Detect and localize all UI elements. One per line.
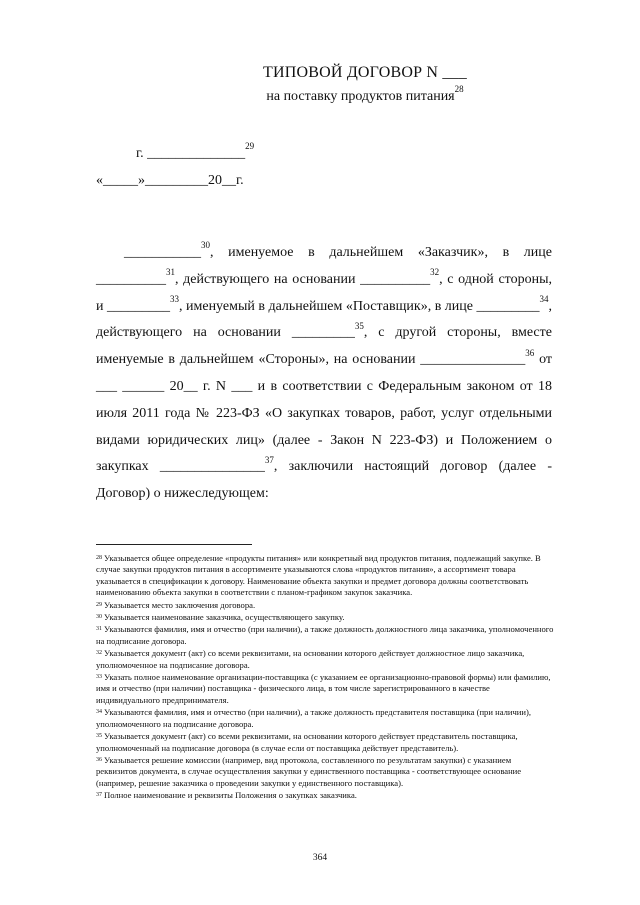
footnote-text: Полное наименование и реквизиты Положения о закупках заказчика. xyxy=(104,790,357,801)
footnote-item xyxy=(96,672,554,706)
contract-preamble xyxy=(96,240,552,508)
footnote-text: Указываются фамилия, имя и отчество (при наличии), а также должность представителя поставщика (при наличии), уполномоченного на подписание договора. xyxy=(96,707,532,729)
footnote-separator xyxy=(96,544,252,545)
contract-title xyxy=(0,64,640,82)
footnote-item xyxy=(96,600,554,611)
footnote-number: 31 xyxy=(96,626,102,633)
footnote-text: Указывается общее определение «продукты питания» или конкретный вид продуктов питания, подлежащий закупке. В случае закупки продуктов питания в ассортименте указываются слова «продуктов питания», а ассортимент товара указывается в спецификации к договору. Наименование объекта закупки и предмет договора должны соответствовать наименованию объекта закупки в соответствии с планом-графиком закупок заказчика. xyxy=(96,553,541,598)
footnote-ref: 30 xyxy=(201,240,210,251)
footnote-item xyxy=(96,731,554,754)
footnote-ref: 36 xyxy=(525,347,535,358)
preamble-text: , заключили настоящий договор (далее - Договор) о нижеследующем: xyxy=(96,459,552,502)
footnotes xyxy=(96,553,554,803)
preamble-text: , действующего на основании __________ xyxy=(175,271,431,287)
footnote-number: 36 xyxy=(96,756,102,763)
contract-title-text: ТИПОВОЙ ДОГОВОР N ___ xyxy=(263,64,467,81)
footnote-ref: 28 xyxy=(454,84,464,95)
preamble-text: , действующего на основании _________ xyxy=(96,298,552,341)
footnote-item xyxy=(96,707,554,730)
footnote-item xyxy=(96,553,554,599)
footnote-number: 33 xyxy=(96,674,102,681)
date-text: «_____»_________20__г. xyxy=(96,173,244,188)
preamble-text: , именуемое в дальнейшем «Заказчик», в лице __________ xyxy=(96,245,552,287)
footnote-ref: 29 xyxy=(245,141,255,152)
footnote-item xyxy=(96,790,554,801)
footnote-number: 34 xyxy=(96,709,102,716)
footnote-number: 28 xyxy=(96,555,102,561)
footnote-text: Указывается наименование заказчика, осуществляющего закупку. xyxy=(104,612,345,623)
footnote-item xyxy=(96,755,554,789)
footnote-ref: 37 xyxy=(264,454,274,465)
footnote-ref: 33 xyxy=(170,293,179,304)
preamble-text: , именуемый в дальнейшем «Поставщик», в лице _________ xyxy=(179,298,540,314)
footnote-ref: 35 xyxy=(354,320,364,331)
footnote-ref: 32 xyxy=(430,267,440,278)
page-number: 364 xyxy=(312,853,328,863)
footnote-number: 32 xyxy=(96,650,102,657)
footnote-text: Указывается документ (акт) со всеми реквизитами, на основании которого действует должностное лицо заказчика, уполномоченное на подписание договора. xyxy=(96,648,525,670)
footnote-number: 35 xyxy=(96,733,102,740)
footnote-text: Указывается решение комиссии (например, вид протокола, составленного по результатам закупки) с указанием реквизитов документа, в случае осуществления закупки у единственного поставщика - соответствующее основание (например, решение заказчика о проведении закупки у единственного поставщика). xyxy=(96,754,522,788)
contract-subtitle xyxy=(0,84,640,105)
footnote-ref: 34 xyxy=(539,293,549,304)
contract-date xyxy=(96,173,244,189)
footnote-number: 30 xyxy=(96,614,102,621)
preamble-text: ___________ xyxy=(124,245,201,260)
preamble-text: , с другой стороны, вместе именуемые в дальнейшем «Стороны», на основании _______________ xyxy=(96,325,552,368)
footnote-item xyxy=(96,612,554,623)
footnote-ref: 31 xyxy=(166,267,175,278)
footnote-text: Указывается документ (акт) со всеми реквизитами, на основании которого действует представитель поставщика, уполномоченный на подписание договора (в случае если от поставщика действует представитель). xyxy=(96,731,518,753)
preamble-text: , с одной стороны, и _________ xyxy=(96,271,552,314)
footnote-text: Указываются фамилия, имя и отчество (при наличии), а также должность должностного лица заказчика, уполномоченного на подписание договора. xyxy=(96,624,554,646)
footnote-item xyxy=(96,648,554,671)
footnote-item xyxy=(96,624,554,647)
footnote-text: Указать полное наименование организации-поставщика (с указанием ее организационно-правовой формы) или фамилию, имя и отчество (при наличии) поставщика - физического лица, в том числе зарегистрированного в качестве индивидуального предпринимателя. xyxy=(96,672,551,705)
footnote-text: Указывается место заключения договора. xyxy=(104,599,256,610)
contract-place xyxy=(136,141,255,162)
preamble-text: от ___ ______ 20__ г. N ___ и в соответствии с Федеральным законом от 18 июля 2011 года № 223-ФЗ «О закупках товаров, работ, услуг отдельными видами юридических лиц» (далее - Закон N 223-ФЗ) и Положением о закупках _______________ xyxy=(96,352,553,475)
footnote-number: 37 xyxy=(96,792,102,799)
place-text: г. ______________ xyxy=(136,146,246,161)
footnote-number: 29 xyxy=(96,601,102,608)
contract-subtitle-text: на поставку продуктов питания xyxy=(266,89,455,104)
